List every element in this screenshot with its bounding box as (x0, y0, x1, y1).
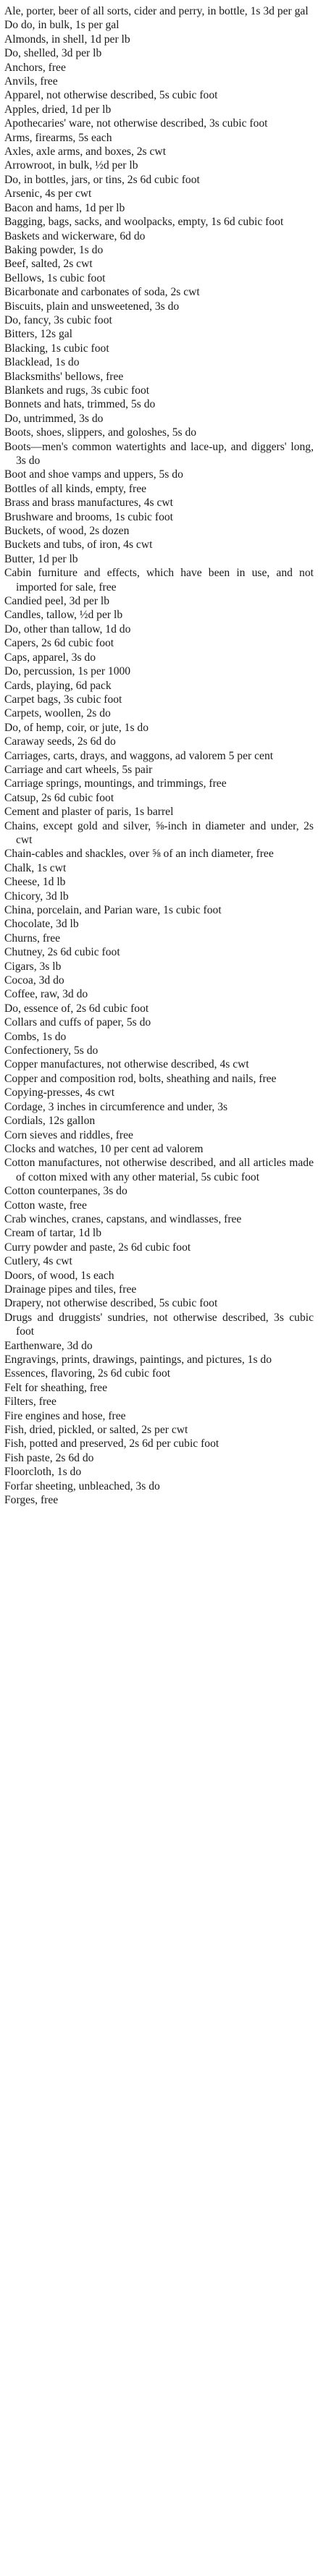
tariff-entry: Bonnets and hats, trimmed, 5s do (4, 398, 156, 411)
tariff-entry: Bacon and hams, 1d per lb (4, 201, 125, 214)
tariff-entry: Essences, flavoring, 2s 6d cubic foot (4, 1367, 171, 1380)
tariff-entry: Clocks and watches, 10 per cent ad valorem (4, 1142, 204, 1155)
tariff-entry: Chicory, 3d lb (4, 890, 69, 903)
tariff-entry: Cotton counterpanes, 3s do (4, 1185, 127, 1198)
tariff-entry: Cigars, 3s lb (4, 960, 62, 973)
tariff-entry: Caps, apparel, 3s do (4, 651, 96, 664)
tariff-entry: Crab winches, cranes, capstans, and windlasses, free (4, 1212, 242, 1225)
tariff-entry: Do, untrimmed, 3s do (4, 412, 104, 425)
tariff-entry: Carpet bags, 3s cubic foot (4, 693, 122, 706)
tariff-entry: Collars and cuffs of paper, 5s do (4, 1016, 151, 1029)
tariff-entry: China, porcelain, and Parian ware, 1s cubic foot (4, 904, 222, 916)
tariff-entry: Do, of hemp, coir, or jute, 1s do (4, 721, 149, 734)
tariff-entry: Anvils, free (4, 75, 58, 88)
tariff-entry: Anchors, free (4, 61, 66, 74)
tariff-entry: Drapery, not otherwise described, 5s cubic foot (4, 1297, 218, 1310)
tariff-entry: Cream of tartar, 1d lb (4, 1227, 102, 1240)
tariff-entry: Fish paste, 2s 6d do (4, 1451, 94, 1464)
tariff-entry: Butter, 1d per lb (4, 552, 78, 565)
tariff-entry: Bitters, 12s gal (4, 328, 72, 341)
tariff-entry: Apparel, not otherwise described, 5s cubic foot (4, 89, 218, 102)
tariff-entry: Cutlery, 4s cwt (4, 1255, 72, 1268)
tariff-entry: Carriages, carts, drays, and waggons, ad valorem 5 per cent (4, 749, 274, 762)
tariff-entry: Confectionery, 5s do (4, 1044, 99, 1057)
tariff-entry: Bagging, bags, sacks, and woolpacks, empty, 1s 6d cubic foot (4, 216, 284, 229)
tariff-entry: Baking powder, 1s do (4, 243, 104, 256)
tariff-entry: Bellows, 1s cubic foot (4, 271, 106, 284)
tariff-entry: Buckets and tubs, of iron, 4s cwt (4, 539, 153, 552)
tariff-entry: Felt for sheathing, free (4, 1381, 108, 1394)
tariff-entry: Cordials, 12s gallon (4, 1115, 96, 1128)
tariff-entry: Cheese, 1d lb (4, 876, 66, 889)
tariff-entry: Blankets and rugs, 3s cubic foot (4, 384, 150, 397)
tariff-entry: Do, other than tallow, 1d do (4, 622, 131, 635)
tariff-entry: Blacklead, 1s do (4, 356, 80, 369)
tariff-entry: Arsenic, 4s per cwt (4, 187, 92, 200)
tariff-entry: Blacksmiths' bellows, free (4, 370, 124, 383)
tariff-entry: Copper and composition rod, bolts, sheathing and nails, free (4, 1072, 277, 1085)
tariff-entry: Candied peel, 3d per lb (4, 595, 110, 608)
tariff-entry: Curry powder and paste, 2s 6d cubic foot (4, 1241, 191, 1254)
tariff-entry: Brass and brass manufactures, 4s cwt (4, 497, 173, 510)
tariff-entry: Churns, free (4, 932, 61, 945)
tariff-entry: Blacking, 1s cubic foot (4, 342, 109, 355)
tariff-entry: Boots, shoes, slippers, and goloshes, 5s do (4, 426, 197, 439)
tariff-entry: Carriage and cart wheels, 5s pair (4, 763, 153, 776)
tariff-entry: Cards, playing, 6d pack (4, 679, 112, 692)
tariff-entry: Coffee, raw, 3d do (4, 988, 88, 1001)
tariff-entry: Arrowroot, in bulk, ½d per lb (4, 159, 138, 172)
tariff-entry: Boot and shoe vamps and uppers, 5s do (4, 468, 183, 481)
tariff-entry: Apothecaries' ware, not otherwise described, 3s cubic foot (4, 117, 268, 130)
tariff-entry: Drugs and druggists' sundries, not otherwise described, 3s cubic foot (4, 1311, 314, 1338)
tariff-entry: Copper manufactures, not otherwise described, 4s cwt (4, 1058, 249, 1071)
tariff-entry: Candles, tallow, ½d per lb (4, 609, 123, 622)
tariff-entry: Apples, dried, 1d per lb (4, 103, 112, 116)
tariff-entry: Cordage, 3 inches in circumference and under, 3s (4, 1100, 228, 1113)
tariff-entry: Catsup, 2s 6d cubic foot (4, 791, 114, 804)
tariff-entry: Chutney, 2s 6d cubic foot (4, 946, 120, 959)
tariff-entry: Copying-presses, 4s cwt (4, 1086, 115, 1099)
tariff-entry: Almonds, in shell, 1d per lb (4, 33, 130, 46)
tariff-entry: Doors, of wood, 1s each (4, 1269, 114, 1282)
tariff-entry: Cotton manufactures, not otherwise described, and all articles made of cotton mixed with any other material, 5s cubic foot (4, 1157, 314, 1183)
tariff-entry: Axles, axle arms, and boxes, 2s cwt (4, 145, 167, 159)
tariff-entry: Chalk, 1s cwt (4, 861, 67, 874)
tariff-entry: Caraway seeds, 2s 6d do (4, 735, 116, 748)
tariff-entry: Forfar sheeting, unbleached, 3s do (4, 1479, 160, 1492)
tariff-entry: Do, percussion, 1s per 1000 (4, 665, 131, 678)
tariff-entry: Drainage pipes and tiles, free (4, 1283, 137, 1296)
tariff-entry: Biscuits, plain and unsweetened, 3s do (4, 300, 180, 313)
tariff-entry: Carpets, woollen, 2s do (4, 707, 111, 720)
tariff-entry: Beef, salted, 2s cwt (4, 258, 93, 271)
tariff-entry: Bicarbonate and carbonates of soda, 2s cwt (4, 286, 200, 299)
tariff-entry: Cocoa, 3d do (4, 974, 64, 987)
tariff-entry: Do, fancy, 3s cubic foot (4, 313, 112, 326)
tariff-entry: Cabin furniture and effects, which have been in use, and not imported for sale, free (4, 567, 314, 594)
tariff-entry: Buckets, of wood, 2s dozen (4, 525, 130, 538)
tariff-entry: Boots—men's common watertights and lace-up, and diggers' long, 3s do (4, 440, 314, 467)
tariff-entry: Brushware and brooms, 1s cubic foot (4, 510, 173, 523)
tariff-entry: Forges, free (4, 1494, 59, 1507)
tariff-entry: Floorcloth, 1s do (4, 1466, 82, 1479)
tariff-entry: Combs, 1s do (4, 1030, 67, 1043)
tariff-entry: Chain-cables and shackles, over ⅝ of an inch diameter, free (4, 848, 274, 861)
tariff-entry: Fish, potted and preserved, 2s 6d per cubic foot (4, 1437, 219, 1450)
tariff-entry: Chains, except gold and silver, ⅝-inch in diameter and under, 2s cwt (4, 819, 314, 846)
tariff-entry: Fire engines and hose, free (4, 1409, 126, 1422)
tariff-entry: Bottles of all kinds, empty, free (4, 482, 147, 495)
tariff-entry: Corn sieves and riddles, free (4, 1128, 133, 1141)
tariff-entry: Carriage springs, mountings, and trimmings, free (4, 777, 227, 790)
tariff-entry: Do, shelled, 3d per lb (4, 47, 102, 60)
tariff-entry: Arms, firearms, 5s each (4, 131, 112, 144)
tariff-entry: Cotton waste, free (4, 1199, 87, 1212)
tariff-entry: Do, in bottles, jars, or tins, 2s 6d cubic foot (4, 173, 200, 186)
tariff-entry: Fish, dried, pickled, or salted, 2s per cwt (4, 1424, 188, 1437)
tariff-entry: Baskets and wickerware, 6d do (4, 229, 146, 242)
tariff-entry: Filters, free (4, 1395, 57, 1409)
tariff-entry: Do, essence of, 2s 6d cubic foot (4, 1002, 149, 1015)
tariff-entry: Do do, in bulk, 1s per gal (4, 19, 120, 32)
tariff-entry: Chocolate, 3d lb (4, 918, 79, 931)
tariff-entry: Ale, porter, beer of all sorts, cider and perry, in bottle, 1s 3d per gal (4, 5, 309, 17)
tariff-entry: Capers, 2s 6d cubic foot (4, 637, 114, 650)
tariff-entry: Engravings, prints, drawings, paintings, and pictures, 1s do (4, 1354, 272, 1366)
tariff-entry: Earthenware, 3d do (4, 1339, 93, 1352)
tariff-entry: Cement and plaster of paris, 1s barrel (4, 806, 174, 819)
